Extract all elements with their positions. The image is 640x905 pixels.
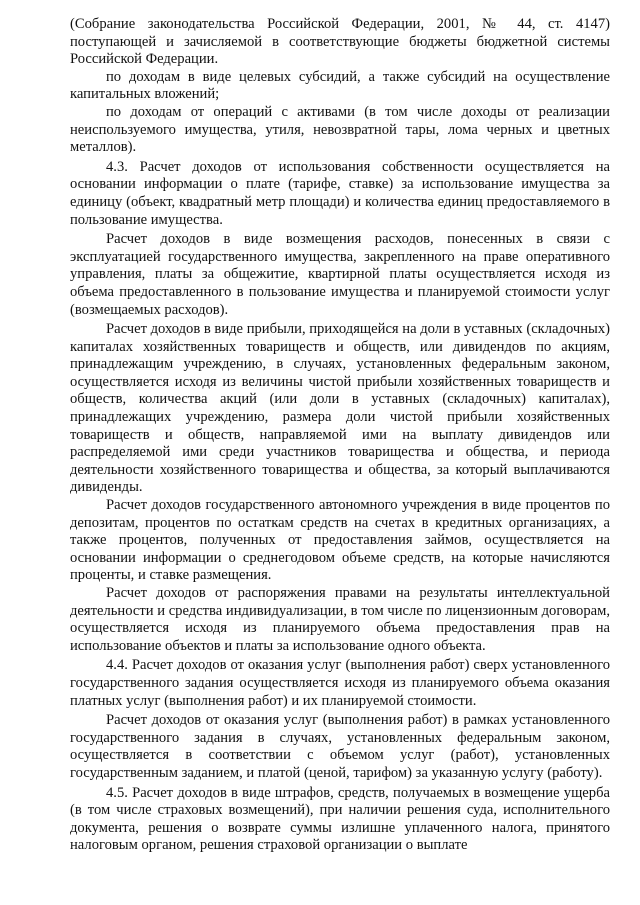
paragraph-4-5: 4.5. Расчет доходов в виде штрафов, средств, получаемых в возмещение ущерба (в том числе страховых возмещений), при наличии решения суда, исполнительного документа, решения о возврате суммы излишне уплаченного налога, принятого налоговым органом, решения страховой организации о выплате <box>70 784 610 854</box>
paragraph-continuation: (Собрание законодательства Российской Федерации, 2001, № 44, ст. 4147) поступающей и зачисляемой в соответствующие бюджеты бюджетной системы Российской Федерации. <box>70 16 610 68</box>
paragraph-intellectual-property: Расчет доходов от распоряжения правами на результаты интеллектуальной деятельности и средства индивидуализации, в том числе по лицензионным договорам, осуществляется исходя из планируемого объема предоставления прав на использование объектов и платы за использование одного объекта. <box>70 585 610 654</box>
paragraph-4-4: 4.4. Расчет доходов от оказания услуг (выполнения работ) сверх установленного государственного задания осуществляется исходя из планируемого объема оказания платных услуг (выполнения работ) и их планируемой стоимости. <box>70 657 610 709</box>
paragraph-deposit-interest: Расчет доходов государственного автономного учреждения в виде процентов по депозитам, процентов по остаткам средств на счетах в кредитных организациях, а также процентов, полученных от предоставления займов, осуществляется на основании информации о среднегодовом объеме средств, на которые начисляются проценты, и ставке размещения. <box>70 497 610 584</box>
document-page <box>70 16 610 855</box>
paragraph-subsidies: по доходам в виде целевых субсидий, а также субсидий на осуществление капитальных вложений; <box>70 68 610 103</box>
paragraph-asset-operations: по доходам от операций с активами (в том числе доходы от реализации неиспользуемого имущества, утиля, невозвратной тары, лома черных и цветных металлов). <box>70 103 610 156</box>
paragraph-dividends: Расчет доходов в виде прибыли, приходящейся на доли в уставных (складочных) капиталах хозяйственных товариществ и обществ, или дивидендов по акциям, принадлежащим учреждению, в случаях, установленных федеральным законом, осуществляется исходя из величины чистой прибыли хозяйственных товариществ и обществ, количества акций (или доли в уставных (складочных) капиталах), принадлежащих учреждению, размера доли чистой прибыли хозяйственных товариществ и обществ, направляемой ими на выплату дивидендов или распределяемой ими среди участников товарищества и общества, и периода деятельности хозяйственного товарищества и общества, за который выплачиваются дивиденды. <box>70 321 610 496</box>
paragraph-expense-reimbursement: Расчет доходов в виде возмещения расходов, понесенных в связи с эксплуатацией государственного имущества, закрепленного на праве оперативного управления, платы за общежитие, квартирной платы осуществляется исходя из объема предоставленного в пользование имущества и планируемой стоимости услуг (возмещаемых расходов). <box>70 231 610 318</box>
paragraph-4-3: 4.3. Расчет доходов от использования собственности осуществляется на основании информации о плате (тарифе, ставке) за использование имущества за единицу (объект, квадратный метр площади) и количества единиц предоставляемого в пользование имущества. <box>70 158 610 228</box>
paragraph-state-assignment: Расчет доходов от оказания услуг (выполнения работ) в рамках установленного государственного задания в случаях, установленных федеральным законом, осуществляется в соответствии с объемом услуг (работ), установленных государственным заданием, и платой (ценой, тарифом) за указанную услугу (работу). <box>70 712 610 781</box>
